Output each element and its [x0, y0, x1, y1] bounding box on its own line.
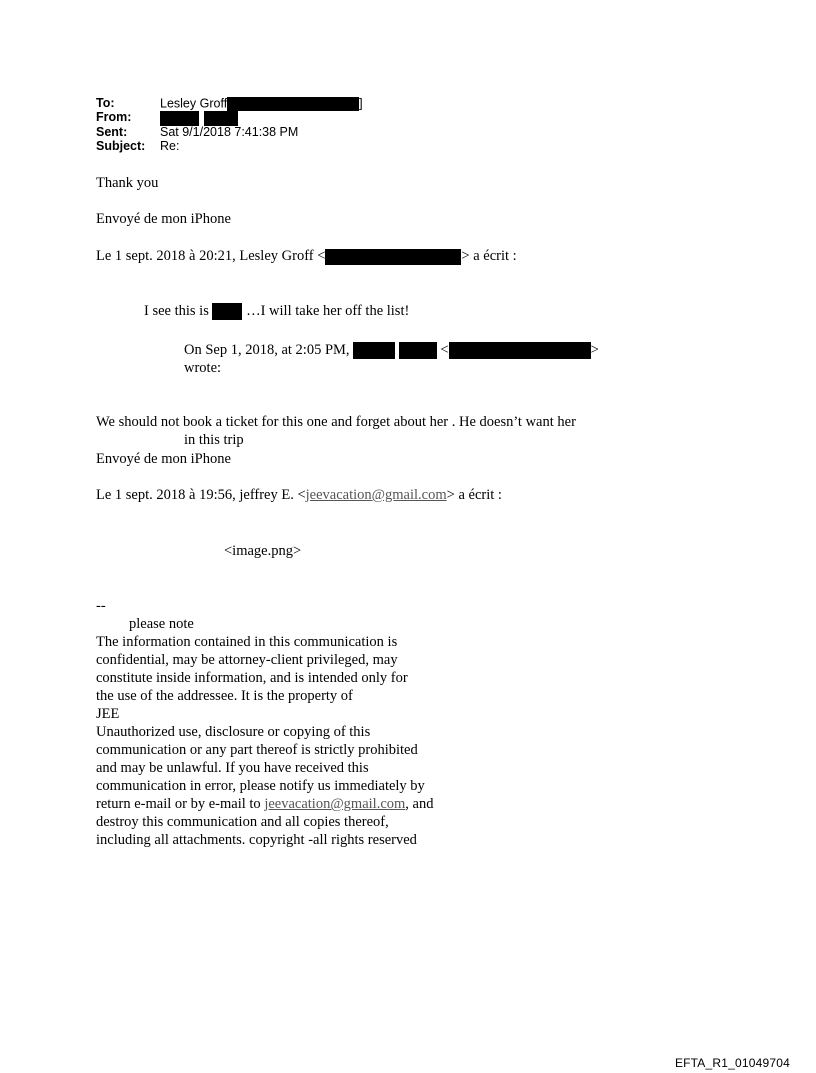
- quote2-gt: >: [590, 342, 599, 358]
- redaction-box: [227, 97, 359, 111]
- message-line-2: in this trip: [184, 432, 244, 448]
- redaction-box: [160, 111, 199, 126]
- quote2-prefix: On Sep 1, 2018, at 2:05 PM,: [184, 342, 350, 358]
- disclaimer-line: including all attachments. copyright -all rights reserved: [96, 832, 417, 848]
- message-line-1: We should not book a ticket for this one and forget about her . He doesn’t want her: [96, 414, 576, 430]
- reply-prefix: I see this is: [144, 303, 209, 319]
- reply-line: [144, 302, 409, 320]
- to-label: To:: [96, 96, 115, 110]
- disclaimer-line: and may be unlawful. If you have received this: [96, 760, 369, 776]
- redaction-box: [353, 342, 395, 359]
- sent-from-signature-2: Envoyé de mon iPhone: [96, 451, 231, 467]
- quote1-prefix: Le 1 sept. 2018 à 20:21, Lesley Groff <: [96, 248, 326, 264]
- email-link[interactable]: jeevacation@gmail.com: [264, 796, 406, 812]
- disclaimer-block: [96, 633, 433, 849]
- disclaimer-note: please note: [129, 616, 194, 632]
- quote1-suffix: > a écrit :: [461, 248, 517, 264]
- quote3-suffix: > a écrit :: [446, 487, 502, 503]
- sent-from-signature: Envoyé de mon iPhone: [96, 211, 231, 227]
- subject-label: Subject:: [96, 139, 146, 153]
- redaction-box: [204, 111, 238, 126]
- to-name: Lesley Groff: [160, 96, 228, 111]
- redaction-box: [399, 342, 437, 359]
- disclaimer-line: JEE: [96, 706, 120, 722]
- disclaimer-line: destroy this communication and all copies thereof,: [96, 814, 389, 830]
- quote-attribution-2: [184, 341, 599, 359]
- disclaimer-line: the use of the addressee. It is the property of: [96, 688, 353, 704]
- to-value: [160, 97, 363, 111]
- redaction-box: [325, 249, 461, 265]
- return-prefix: return e-mail or by e-mail to: [96, 796, 265, 812]
- disclaimer-return-line: [96, 795, 433, 813]
- document-id: EFTA_R1_01049704: [674, 1056, 790, 1070]
- quote2-wrote: wrote:: [184, 360, 222, 376]
- signature-dashes: --: [96, 598, 106, 614]
- disclaimer-line: confidential, may be attorney-client privileged, may: [96, 652, 398, 668]
- sent-value: Sat 9/1/2018 7:41:38 PM: [160, 125, 299, 139]
- from-value: [160, 111, 238, 126]
- image-attachment-placeholder: <image.png>: [224, 543, 302, 559]
- subject-value: Re:: [160, 139, 180, 153]
- quote2-lt: <: [440, 342, 449, 358]
- thank-you-text: Thank you: [96, 175, 159, 191]
- disclaimer-line: constitute inside information, and is intended only for: [96, 670, 408, 686]
- from-label: From:: [96, 110, 132, 124]
- reply-suffix: …I will take her off the list!: [246, 303, 410, 319]
- quote-attribution-1: [96, 247, 517, 265]
- disclaimer-line: communication or any part thereof is strictly prohibited: [96, 742, 418, 758]
- redaction-box: [212, 303, 242, 320]
- quote-attribution-3: [96, 486, 502, 504]
- disclaimer-line: The information contained in this communication is: [96, 634, 398, 650]
- sent-label: Sent:: [96, 125, 128, 139]
- redaction-box: [449, 342, 591, 359]
- email-link[interactable]: jeevacation@gmail.com: [305, 487, 447, 503]
- disclaimer-line: communication in error, please notify us immediately by: [96, 778, 425, 794]
- quote3-prefix: Le 1 sept. 2018 à 19:56, jeffrey E. <: [96, 487, 306, 503]
- return-suffix: , and: [405, 796, 434, 812]
- to-bracket: ]: [359, 96, 363, 111]
- disclaimer-line: Unauthorized use, disclosure or copying of this: [96, 724, 371, 740]
